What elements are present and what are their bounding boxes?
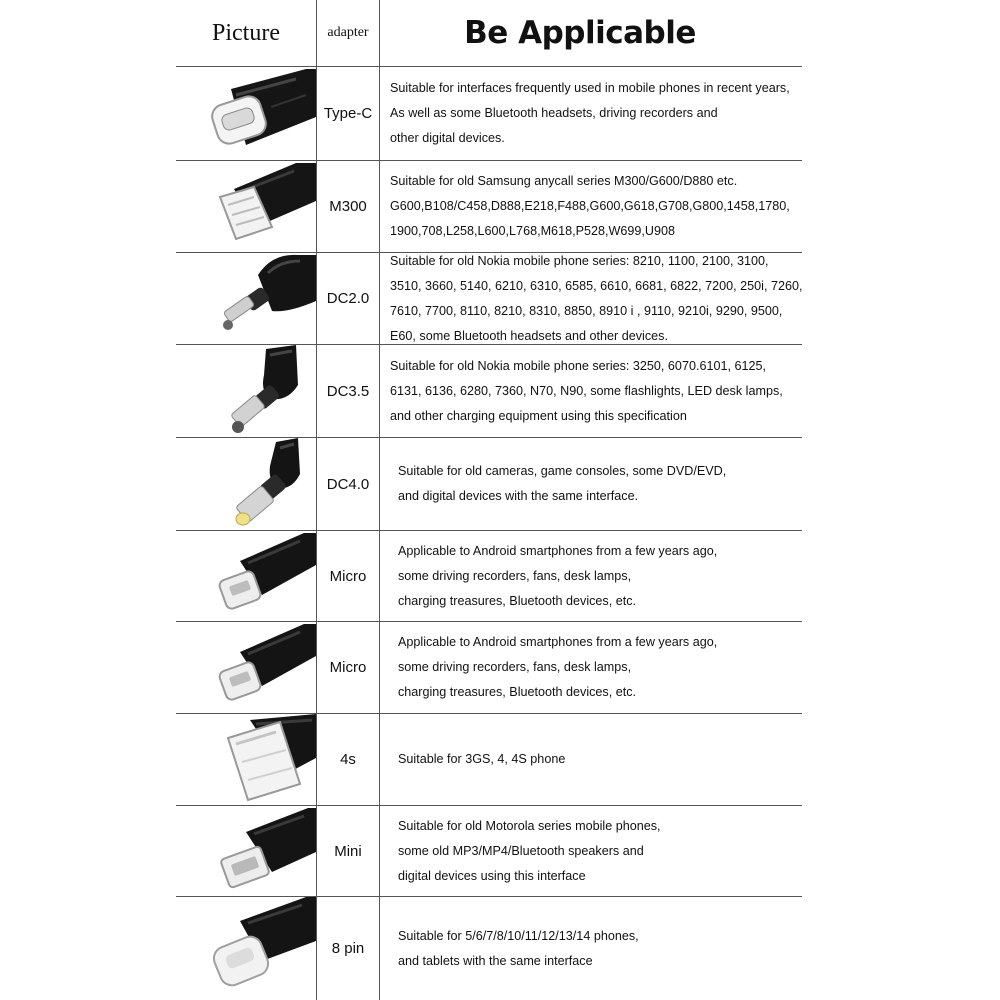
dc4-0-connector-icon	[176, 438, 316, 530]
description-line: 1900,708,L258,L600,L768,M618,P528,W699,U908	[390, 224, 675, 238]
adapter-name: 8 pin	[331, 940, 365, 957]
description-line: Applicable to Android smartphones from a few years ago,	[398, 543, 718, 558]
description-line: Suitable for old Nokia mobile phone series: 3250, 6070.6101, 6125,	[390, 358, 766, 373]
table-row	[0, 161, 1000, 252]
description-line: Suitable for old Nokia mobile phone series: 8210, 1100, 2100, 3100,	[390, 253, 769, 268]
description-line: charging treasures, Bluetooth devices, etc.	[398, 593, 637, 608]
description-line: and other charging equipment using this specification	[390, 408, 687, 423]
description-line: some old MP3/MP4/Bluetooth speakers and	[398, 843, 644, 858]
description	[398, 806, 813, 896]
description-line: As well as some Bluetooth headsets, driving recorders and	[390, 106, 718, 120]
description-line: some driving recorders, fans, desk lamps,	[398, 660, 632, 674]
description	[390, 67, 805, 160]
table-row	[0, 622, 1000, 713]
dc3-5-connector-icon	[176, 345, 316, 437]
lightning-connector-icon	[176, 897, 316, 1000]
description-line: charging treasures, Bluetooth devices, etc.	[398, 685, 637, 699]
table-row	[0, 345, 1000, 437]
table-row	[0, 67, 1000, 160]
description-line: and tablets with the same interface	[398, 953, 593, 968]
adapter-name: Mini	[334, 842, 362, 860]
description	[398, 531, 813, 621]
description	[398, 438, 813, 530]
description-line: 3510, 3660, 5140, 6210, 6310, 6585, 6610, 6681, 6822, 7200, 250i, 7260,	[390, 278, 803, 293]
description-line: 6131, 6136, 6280, 7360, N70, N90, some flashlights, LED desk lamps,	[390, 383, 783, 398]
description	[398, 714, 813, 805]
description-line: Suitable for 5/6/7/8/10/11/12/13/14 phones,	[398, 928, 639, 943]
description-line: Suitable for old cameras, game consoles, some DVD/EVD,	[398, 464, 727, 478]
adapter-name: Micro	[329, 567, 367, 585]
description	[398, 897, 813, 1000]
adapter-name: Type-C	[323, 105, 373, 122]
adapter-name: 4s	[340, 751, 356, 768]
description	[390, 345, 805, 437]
description-line: digital devices using this interface	[398, 868, 586, 883]
header-be-applicable: Be Applicable	[464, 15, 696, 51]
description-line: Suitable for 3GS, 4, 4S phone	[398, 752, 566, 766]
description-line: Suitable for interfaces frequently used in mobile phones in recent years,	[390, 81, 790, 95]
adapter-name: Micro	[329, 659, 367, 676]
type-c-connector-icon	[176, 67, 316, 160]
description-line: Applicable to Android smartphones from a few years ago,	[398, 635, 718, 649]
description	[398, 622, 813, 713]
m300-connector-icon	[176, 161, 316, 252]
description-line: 7610, 7700, 8110, 8210, 8310, 8850, 8910 i , 9110, 9210i, 9290, 9500,	[390, 303, 783, 318]
adapter-name: DC3.5	[326, 382, 370, 400]
adapter-name: DC2.0	[326, 290, 370, 307]
table-row	[0, 253, 1000, 344]
adapter-name: M300	[329, 198, 367, 215]
description-line: Suitable for old Motorola series mobile phones,	[398, 818, 661, 833]
micro-usb-connector-icon	[176, 531, 316, 621]
table-row	[0, 897, 1000, 1000]
dc2-0-connector-icon	[176, 253, 316, 344]
header-picture: Picture	[212, 19, 280, 46]
description-line: some driving recorders, fans, desk lamps,	[398, 568, 632, 583]
table-row	[0, 531, 1000, 621]
mini-usb-connector-icon	[176, 806, 316, 896]
description-line: Suitable for old Samsung anycall series M300/G600/D880 etc.	[390, 174, 738, 188]
table-row	[0, 714, 1000, 805]
description-line: and digital devices with the same interface.	[398, 489, 639, 503]
description	[390, 253, 805, 344]
description-line: G600,B108/C458,D888,E218,F488,G600,G618,G708,G800,1458,1780,	[390, 199, 790, 213]
adapter-name: DC4.0	[326, 475, 370, 493]
table-row	[0, 438, 1000, 530]
description-line: other digital devices.	[390, 131, 505, 145]
description	[390, 161, 805, 252]
header-adapter: adapter	[327, 25, 369, 40]
description-line: E60, some Bluetooth headsets and other devices.	[390, 328, 668, 343]
30-pin-connector-icon	[176, 714, 316, 805]
table-row	[0, 806, 1000, 896]
micro-usb-connector-icon	[176, 622, 316, 713]
